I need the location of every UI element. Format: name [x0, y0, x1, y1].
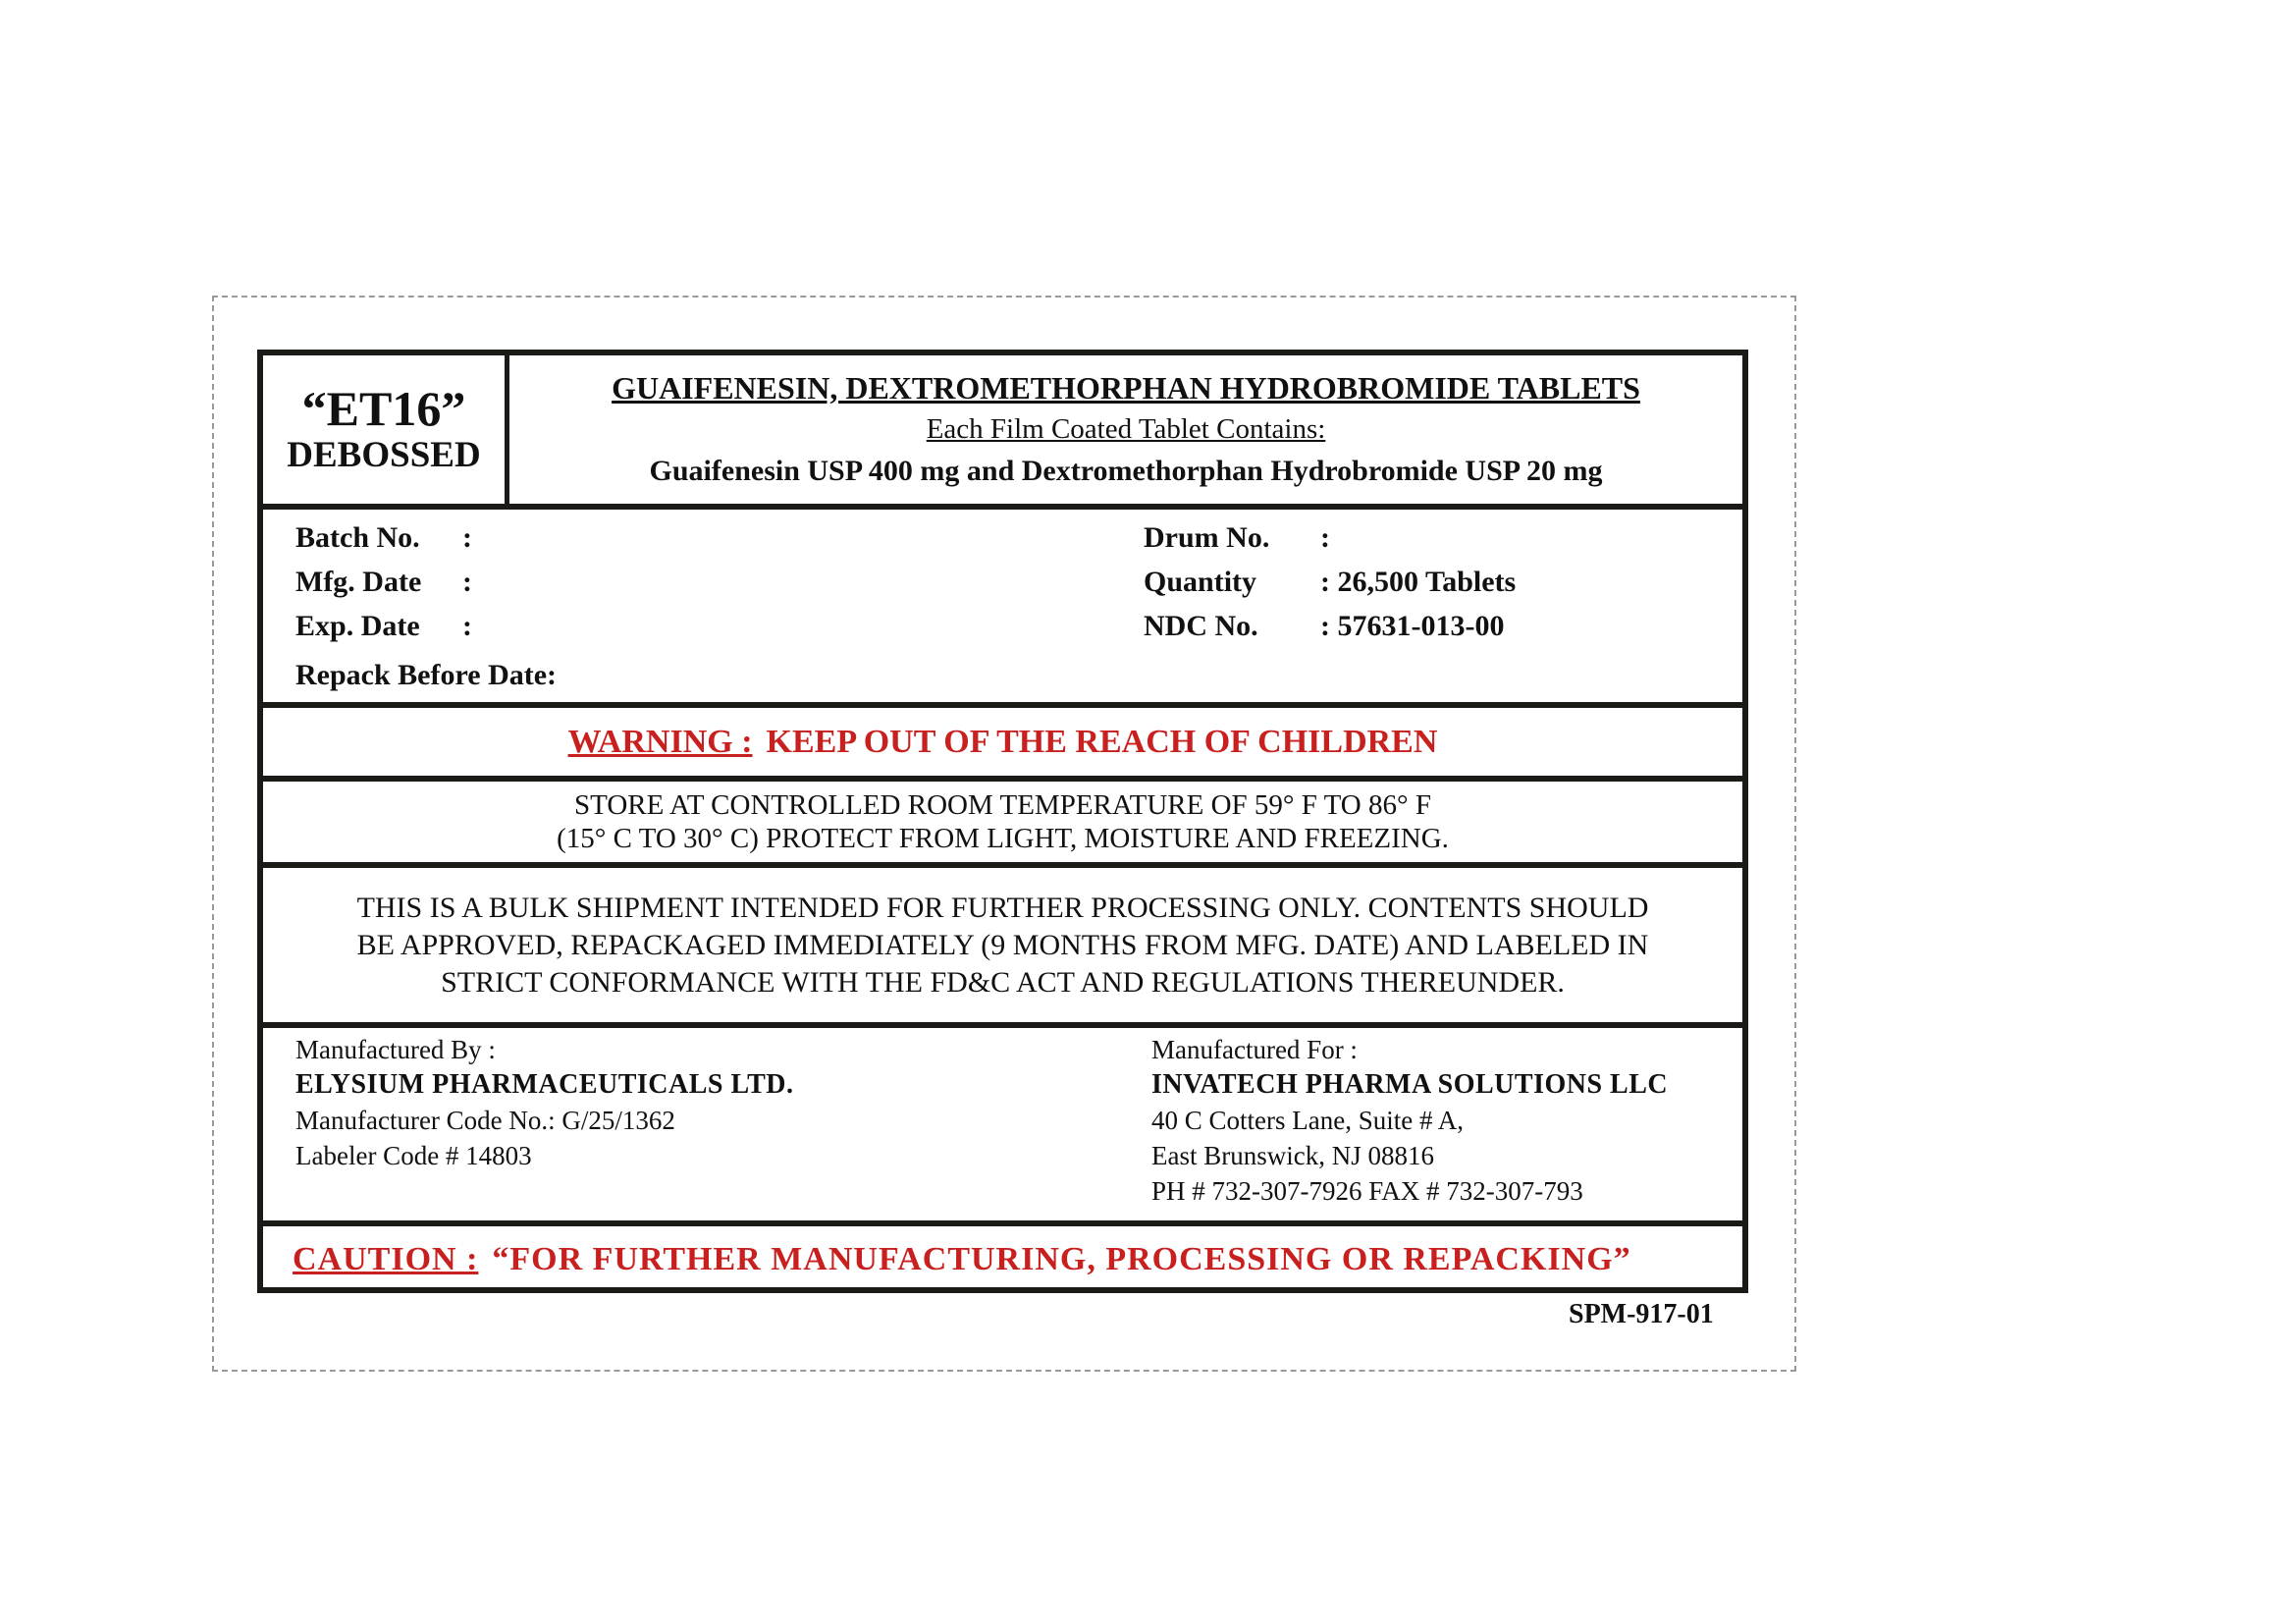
field-value: :: [1320, 521, 1330, 554]
manufactured-by-heading: Manufactured By :: [295, 1035, 496, 1064]
repack-before-date: Repack Before Date:: [295, 659, 558, 691]
deboss-code: “ET16”: [301, 380, 466, 436]
ndc-no-field: [1144, 604, 1516, 648]
warning-text: [568, 724, 1438, 761]
field-label: Quantity: [1144, 566, 1257, 598]
exp-date-field: [295, 604, 557, 648]
batch-info-right: [1144, 515, 1516, 648]
field-label: Mfg. Date: [295, 566, 422, 598]
product-title-block: [509, 355, 1742, 504]
labeler-code: Labeler Code # 14803: [295, 1141, 532, 1170]
caution-message: “FOR FURTHER MANUFACTURING, PROCESSING OR REPACKING”: [492, 1241, 1631, 1277]
drum-no-field: [1144, 515, 1516, 560]
field-label: Drum No.: [1144, 521, 1270, 554]
manufacturer-company: ELYSIUM PHARMACEUTICALS LTD.: [295, 1069, 794, 1100]
product-label: [257, 350, 1748, 1293]
warning-message: KEEP OUT OF THE REACH OF CHILDREN: [766, 723, 1438, 760]
client-company: INVATECH PHARMA SOLUTIONS LLC: [1151, 1069, 1669, 1100]
address-line-2: East Brunswick, NJ 08816: [1151, 1141, 1434, 1170]
deboss-text: DEBOSSED: [287, 434, 481, 475]
document-code: SPM-917-01: [1569, 1299, 1714, 1329]
manufacturer-row: [263, 1022, 1742, 1220]
storage-line-2: (15° C TO 30° C) PROTECT FROM LIGHT, MOISTURE AND FREEZING.: [557, 823, 1449, 854]
bulk-notice-row: [263, 862, 1742, 1022]
batch-no-field: [295, 515, 557, 560]
warning-row: [263, 702, 1742, 776]
field-label: Batch No.: [295, 521, 420, 554]
manufactured-for-heading: Manufactured For :: [1151, 1035, 1358, 1064]
field-label: NDC No.: [1144, 610, 1258, 642]
debossing-box: [263, 355, 509, 504]
caution-text: [293, 1241, 1631, 1278]
field-value: : 26,500 Tablets: [1320, 566, 1517, 598]
manufactured-for: [1151, 1032, 1668, 1209]
field-value: :: [462, 566, 472, 598]
batch-info-left: [295, 515, 557, 699]
field-value: : 57631-013-00: [1320, 610, 1505, 642]
bulk-line-3: STRICT CONFORMANCE WITH THE FD&C ACT AND REGULATIONS THEREUNDER.: [441, 965, 1565, 999]
field-value: :: [462, 610, 472, 642]
header-row: [263, 355, 1742, 504]
field-label: Exp. Date: [295, 610, 420, 642]
caution-row: [263, 1220, 1742, 1293]
contact-line: PH # 732-307-7926 FAX # 732-307-793: [1151, 1176, 1583, 1206]
manufactured-by: [295, 1032, 793, 1173]
warning-prefix: WARNING :: [567, 723, 753, 760]
address-line-1: 40 C Cotters Lane, Suite # A,: [1151, 1106, 1464, 1135]
caution-prefix: CAUTION :: [293, 1241, 479, 1277]
manufacturer-code: Manufacturer Code No.: G/25/1362: [295, 1106, 675, 1135]
quantity-field: [1144, 560, 1516, 604]
composition: Guaifenesin USP 400 mg and Dextromethorphan Hydrobromide USP 20 mg: [649, 454, 1603, 487]
bulk-line-1: THIS IS A BULK SHIPMENT INTENDED FOR FURTHER PROCESSING ONLY. CONTENTS SHOULD: [356, 891, 1649, 924]
bulk-line-2: BE APPROVED, REPACKAGED IMMEDIATELY (9 MONTHS FROM MFG. DATE) AND LABELED IN: [356, 928, 1649, 961]
storage-line-1: STORE AT CONTROLLED ROOM TEMPERATURE OF 59° F TO 86° F: [574, 789, 1431, 821]
product-title: GUAIFENESIN, DEXTROMETHORPHAN HYDROBROMIDE TABLETS: [612, 369, 1640, 406]
batch-info-row: [263, 504, 1742, 702]
storage-row: [263, 776, 1742, 862]
contains-label: Each Film Coated Tablet Contains:: [926, 412, 1326, 445]
field-value: :: [462, 521, 472, 554]
mfg-date-field: [295, 560, 557, 604]
